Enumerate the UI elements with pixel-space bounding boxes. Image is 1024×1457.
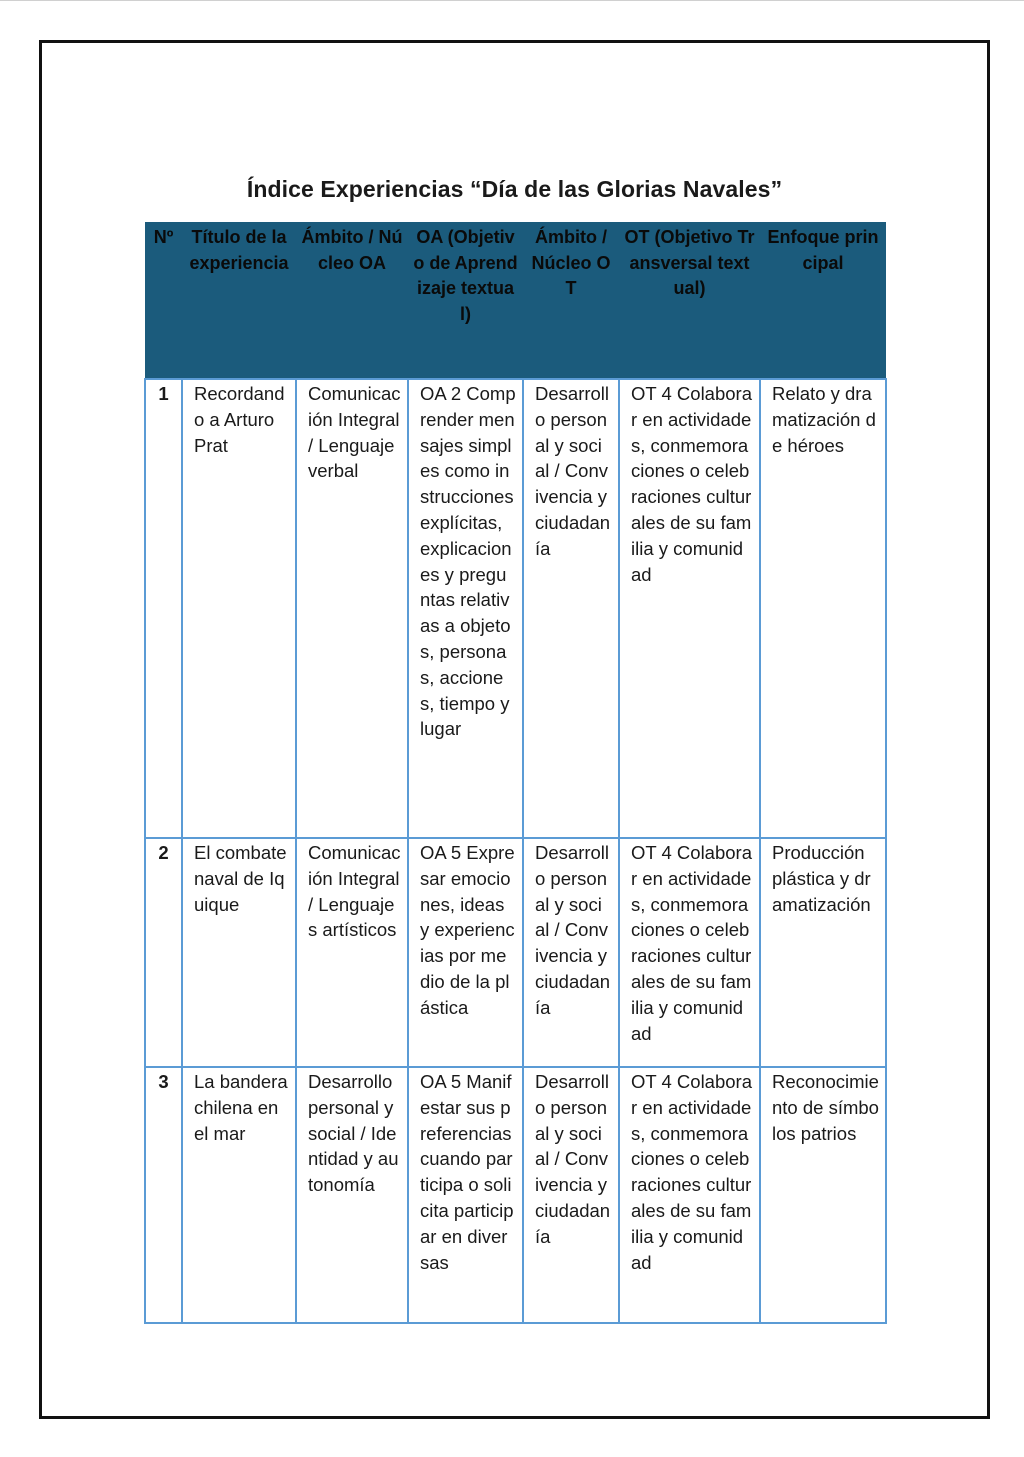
ambito-oa-cell: Desarrollo personal y social / Identidad y autonomía: [296, 1067, 408, 1323]
table-header-row: [145, 222, 886, 379]
top-edge-rule: [0, 0, 1024, 1]
row-number-cell: 3: [145, 1067, 182, 1323]
row-number-cell: 2: [145, 838, 182, 1067]
ambito-ot-cell: Desarrollo personal y social / Convivencia y ciudadanía: [523, 1067, 619, 1323]
ot-cell: OT 4 Colaborar en actividades, conmemoraciones o celebraciones culturales de su familia y comunidad: [619, 838, 760, 1067]
oa-cell: OA 5 Manifestar sus preferencias cuando participa o solicita participar en diversas: [408, 1067, 523, 1323]
header-number: Nº: [145, 222, 182, 379]
experiences-index-table: [144, 222, 887, 1324]
experience-title-cell: El combate naval de Iquique: [182, 838, 296, 1067]
header-enfoque: Enfoque principal: [760, 222, 886, 379]
header-oa: OA (Objetivo de Aprendizaje textual): [408, 222, 523, 379]
header-title: Título de la experiencia: [182, 222, 296, 379]
header-ambito-ot: Ámbito / Núcleo OT: [523, 222, 619, 379]
ambito-oa-cell: Comunicación Integral / Lenguajes artísticos: [296, 838, 408, 1067]
ambito-ot-cell: Desarrollo personal y social / Convivencia y ciudadanía: [523, 838, 619, 1067]
enfoque-cell: Relato y dramatización de héroes: [760, 379, 886, 838]
header-ambito-oa: Ámbito / Núcleo OA: [296, 222, 408, 379]
ambito-ot-cell: Desarrollo personal y social / Convivencia y ciudadanía: [523, 379, 619, 838]
ambito-oa-cell: Comunicación Integral / Lenguaje verbal: [296, 379, 408, 838]
page-title: Índice Experiencias “Día de las Glorias Navales”: [246, 176, 783, 202]
enfoque-cell: Producción plástica y dramatización: [760, 838, 886, 1067]
table-row: [145, 379, 886, 838]
oa-cell: OA 5 Expresar emociones, ideas y experiencias por medio de la plástica: [408, 838, 523, 1067]
experience-title-cell: Recordando a Arturo Prat: [182, 379, 296, 838]
document-page: [39, 40, 990, 1419]
enfoque-cell: Reconocimiento de símbolos patrios: [760, 1067, 886, 1323]
table-row: [145, 1067, 886, 1323]
row-number-cell: 1: [145, 379, 182, 838]
ot-cell: OT 4 Colaborar en actividades, conmemoraciones o celebraciones culturales de su familia y comunidad: [619, 379, 760, 838]
experience-title-cell: La bandera chilena en el mar: [182, 1067, 296, 1323]
header-ot: OT (Objetivo Transversal textual): [619, 222, 760, 379]
oa-cell: OA 2 Comprender mensajes simples como instrucciones explícitas, explicaciones y preguntas relativas a objetos, personas, acciones, tiempo y lugar: [408, 379, 523, 838]
ot-cell: OT 4 Colaborar en actividades, conmemoraciones o celebraciones culturales de su familia y comunidad: [619, 1067, 760, 1323]
table-row: [145, 838, 886, 1067]
